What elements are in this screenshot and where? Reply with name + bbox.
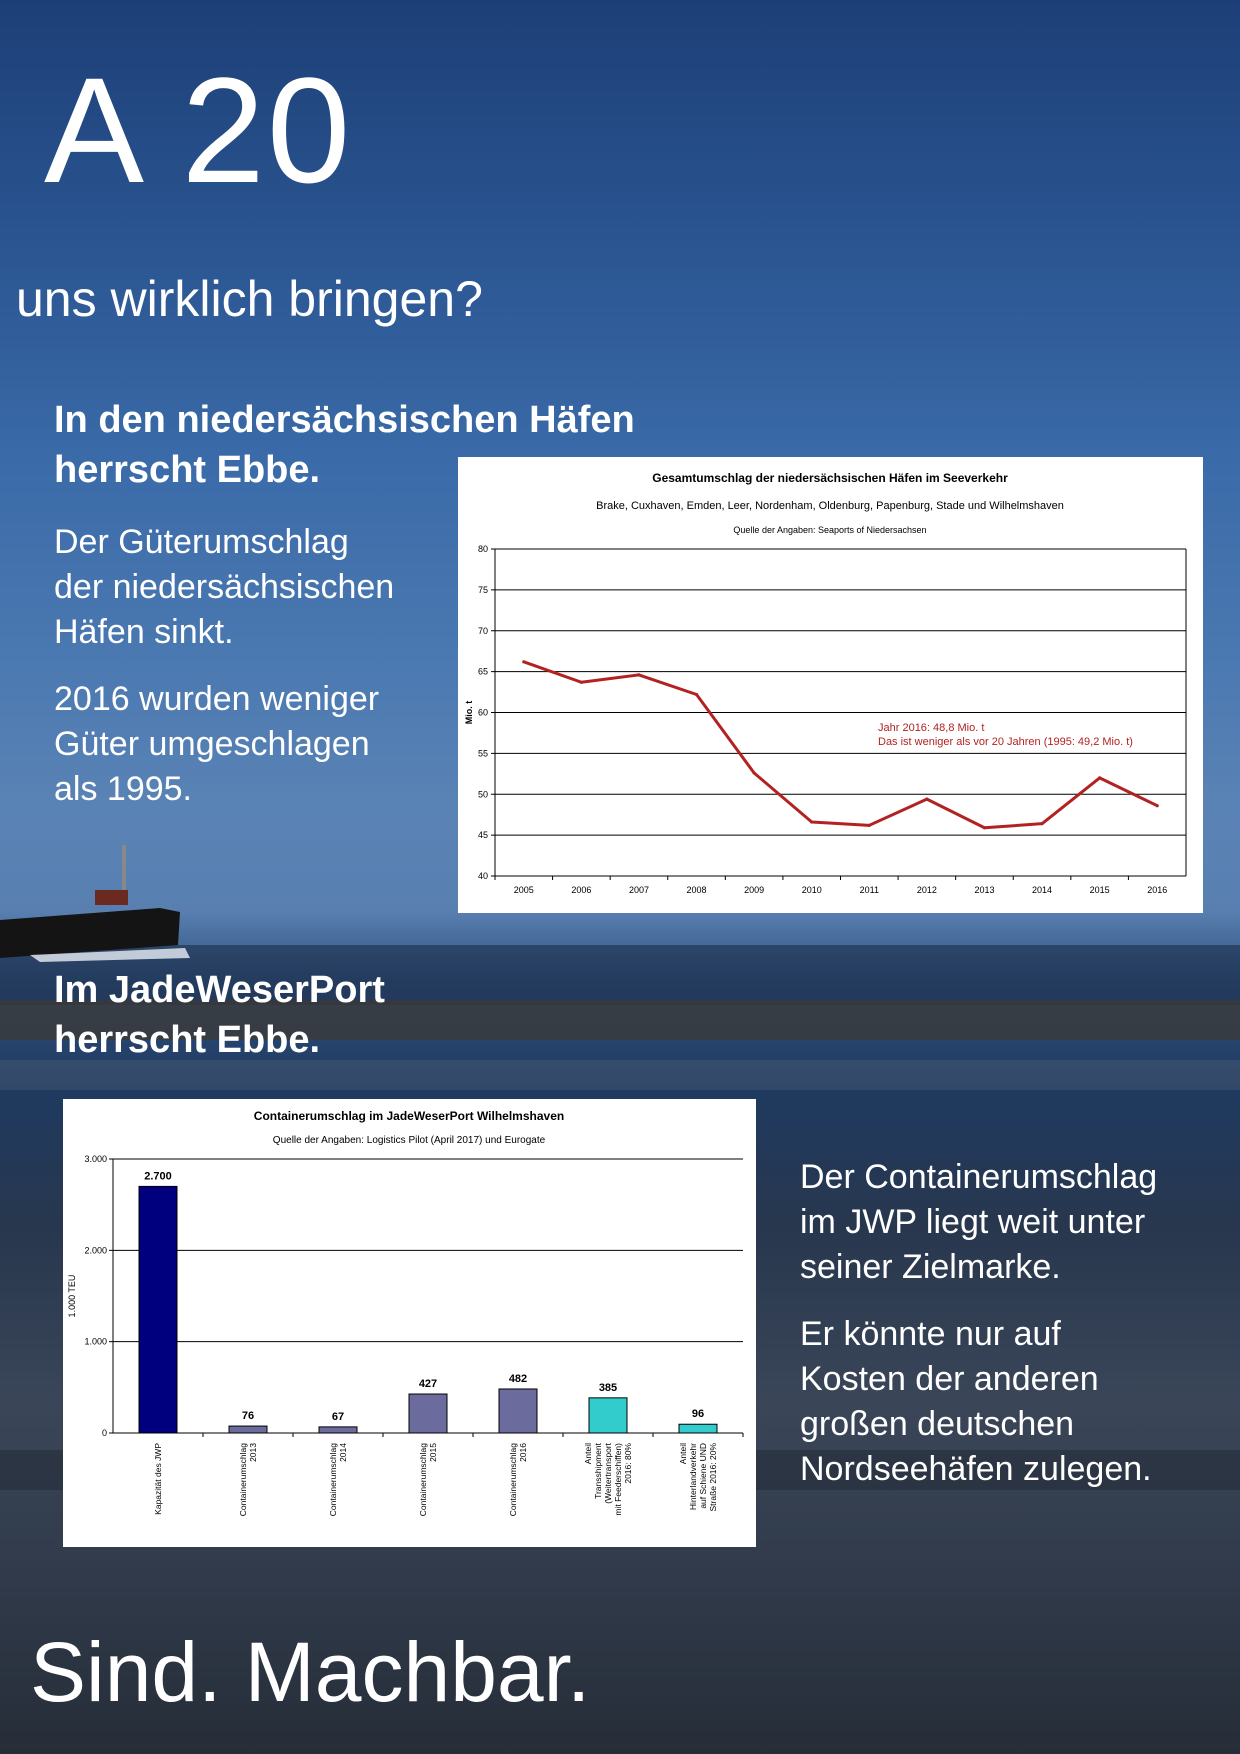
poster-subtitle: uns wirklich bringen?	[16, 271, 483, 327]
heading-jadeweserport	[54, 965, 385, 1065]
heading-jwp-line: herrscht Ebbe.	[54, 1019, 321, 1061]
paragraph-line: Güter umgeschlagen	[54, 725, 370, 763]
paragraph-line: Der Containerumschlag	[800, 1158, 1158, 1196]
chart-source: Quelle der Angaben: Seaports of Niedersachsen	[733, 525, 927, 535]
x-tick-label: 2007	[628, 885, 649, 895]
data-point	[753, 771, 756, 774]
bar	[499, 1389, 537, 1433]
paragraph-line: 2016 wurden weniger	[54, 680, 380, 718]
bar-value-label: 67	[331, 1410, 345, 1423]
x-tick-label-group	[238, 1443, 258, 1517]
x-tick-label-group	[153, 1443, 163, 1515]
x-tick-label: 2016: 80%	[623, 1443, 633, 1484]
x-tick-label: auf Schiene UND	[698, 1443, 708, 1509]
paragraph-line: großen deutschen	[800, 1405, 1075, 1443]
x-tick-label-group	[508, 1443, 528, 1517]
x-tick-label: Anteil	[583, 1443, 593, 1465]
data-point	[925, 798, 928, 801]
x-tick-label: 2013	[974, 885, 995, 895]
y-tick-label: 70	[477, 625, 488, 636]
paragraph-line: Nordseehäfen zulegen.	[800, 1450, 1152, 1488]
bar-chart-svg	[63, 1099, 756, 1547]
chart-subtitle: Quelle der Angaben: Logistics Pilot (April 2017) und Eurogate	[272, 1135, 546, 1146]
paragraph-line: der niedersächsischen	[54, 568, 395, 606]
y-tick-label: 45	[477, 830, 488, 841]
paragraph-line: seiner Zielmarke.	[800, 1248, 1061, 1286]
x-tick-label: Anteil	[678, 1443, 688, 1465]
x-tick-label-group	[678, 1443, 718, 1512]
y-tick-label: 80	[477, 544, 488, 554]
paragraph-line: als 1995.	[54, 770, 192, 808]
data-point	[1040, 822, 1043, 825]
bar	[679, 1424, 717, 1433]
x-tick-label: Hinterlandverkehr	[688, 1443, 698, 1511]
bar	[229, 1426, 267, 1433]
heading-harbours-line: In den niedersächsischen Häfen	[54, 399, 635, 441]
x-tick-label: Containerumschlag	[328, 1443, 338, 1517]
paragraph-line: Der Güterumschlag	[54, 523, 349, 561]
x-tick-label: 2006	[571, 885, 592, 895]
x-tick-label: 2015	[428, 1443, 438, 1462]
y-tick-label: 65	[477, 666, 488, 677]
x-tick-label-group	[583, 1442, 633, 1515]
x-tick-label: 2014	[1032, 885, 1053, 895]
x-tick-label: 2016	[518, 1443, 528, 1462]
x-tick-label: 2012	[916, 885, 937, 895]
y-tick-label: 1.000	[84, 1336, 107, 1347]
data-point	[522, 660, 525, 663]
bar-chart-container-throughput	[63, 1099, 756, 1547]
chart-subtitle: Brake, Cuxhaven, Emden, Leer, Nordenham, Oldenburg, Papenburg, Stade und Wilhelmshaven	[596, 500, 1064, 512]
bar-value-label: 385	[598, 1381, 618, 1394]
x-tick-label: 2009	[744, 885, 765, 895]
x-tick-label: Containerumschlag	[508, 1443, 518, 1517]
ship-mast	[122, 845, 126, 890]
heading-jwp-line: Im JadeWeserPort	[54, 969, 385, 1011]
y-tick-label: 55	[477, 748, 488, 759]
data-point	[868, 824, 871, 827]
x-tick-label-group	[418, 1443, 438, 1517]
chart-annotation-line: Jahr 2016: 48,8 Mio. t	[878, 722, 985, 734]
y-tick-label: 40	[477, 871, 488, 881]
y-tick-label: 75	[477, 584, 488, 595]
x-tick-label: 2016	[1147, 885, 1168, 895]
y-tick-label: 50	[477, 789, 488, 800]
bar	[319, 1427, 357, 1433]
x-tick-label-group	[328, 1443, 348, 1517]
paragraph-other-ports	[800, 1312, 1230, 1492]
data-point	[1098, 776, 1101, 779]
paragraph-line: Häfen sinkt.	[54, 613, 234, 651]
chart-title: Gesamtumschlag der niedersächsischen Häfen im Seeverkehr	[652, 471, 1008, 485]
paragraph-goods-decline	[54, 520, 454, 655]
heading-harbours-line: herrscht Ebbe.	[54, 449, 321, 491]
bar	[139, 1186, 177, 1433]
poster-footer-slogan: Sind. Machbar.	[30, 1625, 591, 1719]
poster-title: A 20	[44, 46, 353, 214]
x-tick-label: mit Feederschiffen)	[613, 1443, 623, 1516]
bar	[409, 1394, 447, 1433]
y-axis-label: 1.000 TEU	[67, 1274, 77, 1318]
x-tick-label: Containerumschlag	[238, 1443, 248, 1517]
x-tick-label: Transshipment	[593, 1443, 603, 1499]
x-tick-label: Kapazität des JWP	[153, 1443, 163, 1515]
chart-annotation-line: Das ist weniger als vor 20 Jahren (1995: 49,2 Mio. t)	[878, 736, 1133, 748]
bar-value-label: 427	[418, 1378, 438, 1391]
data-point	[983, 826, 986, 829]
y-tick-label: 60	[477, 707, 488, 718]
paragraph-line: Er könnte nur auf	[800, 1315, 1061, 1353]
data-point	[637, 673, 640, 676]
y-tick-label: 0	[101, 1428, 107, 1438]
bar-value-label: 96	[691, 1408, 705, 1421]
chart-title: Containerumschlag im JadeWeserPort Wilhelmshaven	[253, 1109, 565, 1123]
line-chart-total-throughput	[458, 457, 1203, 913]
paragraph-2016-comparison	[54, 677, 454, 812]
data-point	[1156, 804, 1159, 807]
y-tick-label: 2.000	[84, 1245, 107, 1256]
bar	[589, 1398, 627, 1433]
data-point	[695, 693, 698, 696]
paragraph-line: im JWP liegt weit unter	[800, 1203, 1146, 1241]
bar-value-label: 482	[508, 1372, 528, 1385]
x-tick-label: Straße 2016: 20%	[708, 1443, 718, 1512]
bar-value-label: 2.700	[144, 1170, 172, 1183]
line-chart-svg	[458, 457, 1203, 913]
y-tick-label: 3.000	[84, 1154, 107, 1164]
data-point	[810, 820, 813, 823]
bar-value-label: 76	[241, 1410, 255, 1423]
paragraph-line: Kosten der anderen	[800, 1360, 1099, 1398]
x-tick-label: 2015	[1089, 885, 1110, 895]
x-tick-label: 2010	[801, 885, 822, 895]
x-tick-label: (Weitertransport	[603, 1443, 613, 1504]
paragraph-container-target	[800, 1155, 1230, 1290]
y-axis-label: Mio. t	[464, 700, 474, 725]
x-tick-label: 2008	[686, 885, 707, 895]
ship-bridge	[95, 890, 128, 905]
x-tick-label: 2005	[513, 885, 534, 895]
x-tick-label: 2013	[248, 1443, 258, 1462]
x-tick-label: Containerumschlag	[418, 1443, 428, 1517]
x-tick-label: 2014	[338, 1443, 348, 1462]
data-point	[580, 681, 583, 684]
x-tick-label: 2011	[859, 885, 879, 895]
